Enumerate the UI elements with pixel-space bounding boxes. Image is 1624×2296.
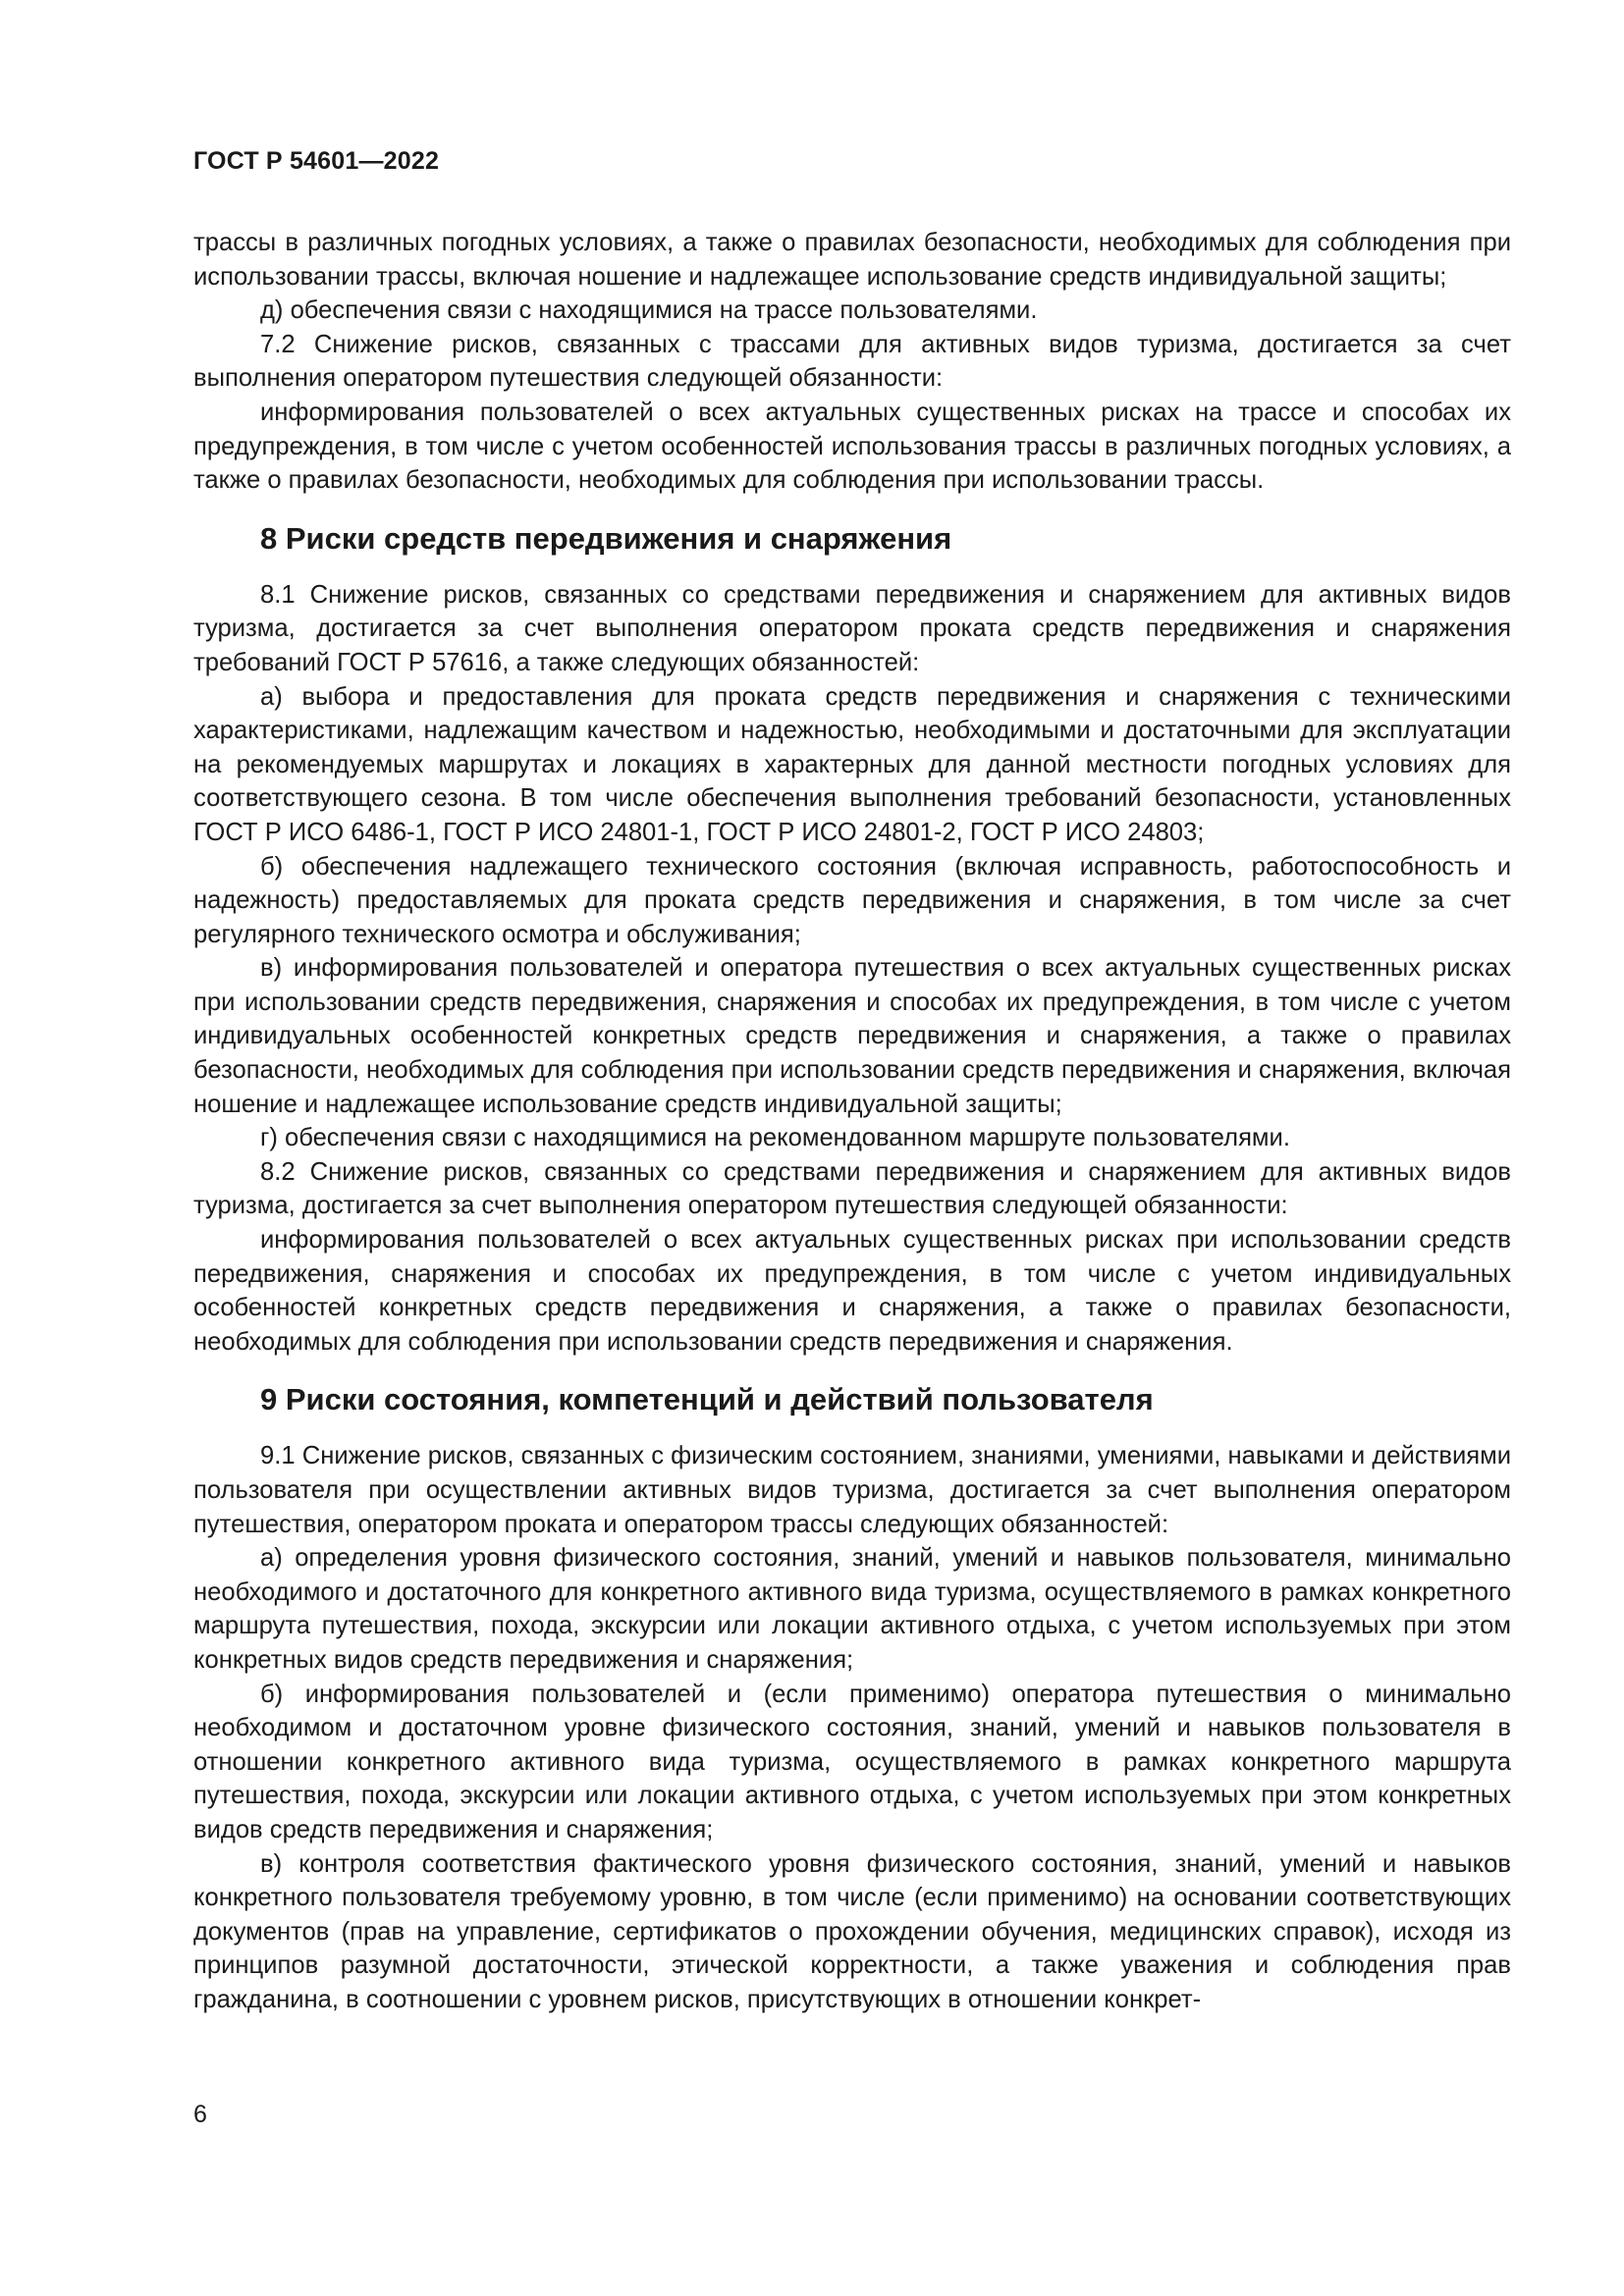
paragraph-9-1: 9.1 Снижение рисков, связанных с физическим состоянием, знаниями, умениями, навыками и действиями пользователя при осуществлении активных видов туризма, достигается за счет выполнения оператором путешествия, оператором проката и оператором трассы следующих обязанностей: [193,1442,1511,1538]
document-body [193,226,1511,2017]
paragraph-8-1: 8.1 Снижение рисков, связанных со средствами передвижения и снаряжением для активных видов туризма, достигается за счет выполнения оператором проката средств передвижения и снаряжения требований ГОСТ Р 57616, а также следующих обязанностей: [193,580,1511,676]
paragraph-8-1-g: г) обеспечения связи с находящимися на рекомендованном маршруте пользователями. [260,1124,1290,1152]
paragraph-7-1-d: д) обеспечения связи с находящимися на трассе пользователями. [260,296,1038,325]
paragraph-8-1-b: б) обеспечения надлежащего технического состояния (включая исправность, работоспособность и надежность) предоставляемых для проката средств передвижения и снаряжения, в том числе за счет регулярного технического осмотра и обслуживания; [193,852,1511,948]
paragraph-8-2-item: информирования пользователей о всех актуальных существенных рисках при использовании средств передвижения, снаряжения и способах их предупреждения, в том числе с учетом индивидуальных особенностей конкретных средств передвижения и снаряжения, а также о правилах безопасности, необходимых для соблюдения при использовании средств передвижения и снаряжения. [193,1226,1511,1356]
paragraph-9-1-b: б) информирования пользователей и (если применимо) оператора путешествия о минимально необходимом и достаточном уровне физического состояния, знаний, умений и навыков пользователя в отношении конкретного активного вида туризма, осуществляемого в рамках конкретного маршрута путешествия, похода, экскурсии или локации активного отдыха, с учетом используемых при этом конкретных видов средств передвижения и снаряжения; [193,1680,1511,1843]
paragraph-8-1-v: в) информирования пользователей и оператора путешествия о всех актуальных существенных рисках при использовании средств передвижения, снаряжения и способах их предупреждения, в том числе с учетом индивидуальных особенностей конкретных средств передвижения и снаряжения, а также о правилах безопасности, необходимых для соблюдения при использовании средств передвижения и снаряжения, включая ношение и надлежащее использование средств индивидуальной защиты; [193,954,1511,1118]
document-header: ГОСТ Р 54601—2022 [193,147,440,175]
paragraph-continuation: трассы в различных погодных условиях, а также о правилах безопасности, необходимых для соблюдения при использовании трассы, включая ношение и надлежащее использование средств индивидуальной защиты; [193,229,1511,291]
paragraph-7-2-item: информирования пользователей о всех актуальных существенных рисках на трассе и способах их предупреждения, в том числе с учетом особенностей использования трассы в различных погодных условиях, а также о правилах безопасности, необходимых для соблюдения при использовании трассы. [193,398,1511,495]
paragraph-7-2: 7.2 Снижение рисков, связанных с трассами для активных видов туризма, достигается за счет выполнения оператором путешествия следующей обязанности: [193,330,1511,393]
section-9-heading: 9 Риски состояния, компетенций и действий пользователя [260,1382,1154,1417]
paragraph-9-1-a: а) определения уровня физического состояния, знаний, умений и навыков пользователя, минимально необходимого и достаточного для конкретного активного вида туризма, осуществляемого в рамках конкретного маршрута путешествия, похода, экскурсии или локации активного отдыха, с учетом используемых при этом конкретных видов средств передвижения и снаряжения; [193,1544,1511,1674]
paragraph-9-1-v: в) контроля соответствия фактического уровня физического состояния, знаний, умений и навыков конкретного пользователя требуемому уровню, в том числе (если применимо) на основании соответствующих документов (прав на управление, сертификатов о прохождении обучения, медицинских справок), исходя из принципов разумной достаточности, этической корректности, а также уважения и соблюдения прав гражданина, в соотношении с уровнем рисков, присутствующих в отношении конкрет- [193,1849,1511,2013]
page-number: 6 [193,2101,207,2128]
paragraph-8-1-a: а) выбора и предоставления для проката средств передвижения и снаряжения с техническими характеристиками, надлежащим качеством и надежностью, необходимыми и достаточными для эксплуатации на рекомендуемых маршрутах и локациях в характерных для данной местности погодных условиях для соответствующего сезона. В том числе обеспечения выполнения требований безопасности, установленных ГОСТ Р ИСО 6486-1, ГОСТ Р ИСО 24801-1, ГОСТ Р ИСО 24801-2, ГОСТ Р ИСО 24803; [193,682,1511,846]
paragraph-8-2: 8.2 Снижение рисков, связанных со средствами передвижения и снаряжением для активных видов туризма, достигается за счет выполнения оператором путешествия следующей обязанности: [193,1157,1511,1220]
section-8-heading: 8 Риски средств передвижения и снаряжения [260,520,952,556]
